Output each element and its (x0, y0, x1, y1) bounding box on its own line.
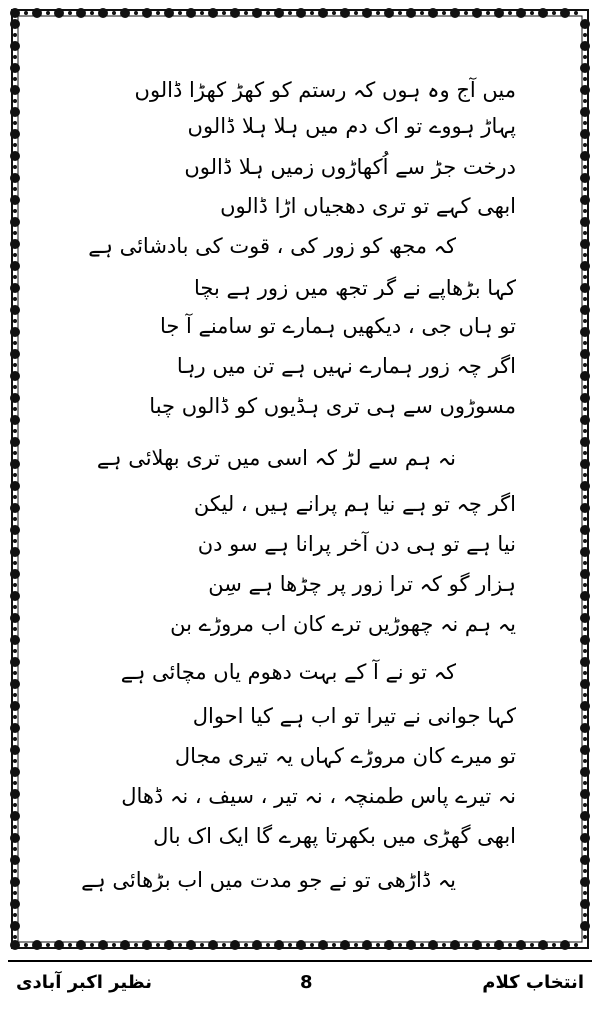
border-bead (230, 8, 240, 18)
border-bead (580, 151, 590, 161)
border-bead (516, 940, 526, 950)
stanza-refrain: کہ مجھ کو زور کی ، قوت کی بادشائی ہے (88, 234, 456, 258)
border-bead (508, 11, 512, 15)
border-bead (580, 481, 590, 491)
border-bead (583, 407, 587, 411)
border-bead (13, 913, 17, 917)
border-bead (13, 671, 17, 675)
border-bead (13, 253, 17, 257)
border-bead (13, 121, 17, 125)
border-bead (580, 261, 590, 271)
border-bead (10, 503, 20, 513)
border-bead (13, 363, 17, 367)
border-bead (178, 943, 182, 947)
border-bead (10, 151, 20, 161)
border-bead (580, 811, 590, 821)
border-bead (580, 745, 590, 755)
border-bead (13, 99, 17, 103)
border-bead (384, 940, 394, 950)
border-bead (583, 539, 587, 543)
border-bead (580, 591, 590, 601)
border-bead (10, 261, 20, 271)
border-bead (76, 940, 86, 950)
border-bead (362, 8, 372, 18)
border-bead (10, 613, 20, 623)
border-bead (244, 943, 248, 947)
border-bead (583, 143, 587, 147)
border-bead (530, 943, 534, 947)
border-bead (90, 11, 94, 15)
border-bead (142, 940, 152, 950)
border-bead (13, 385, 17, 389)
border-bead (10, 305, 20, 315)
verse-line: یہ ہم نہ چھوڑیں ترے کان اب مروڑے بن (170, 612, 516, 636)
border-bead (200, 11, 204, 15)
border-bead (420, 943, 424, 947)
border-bead (222, 11, 226, 15)
border-bead (13, 451, 17, 455)
border-bead (583, 803, 587, 807)
border-bead (580, 899, 590, 909)
border-bead (428, 940, 438, 950)
border-bead (134, 11, 138, 15)
border-bead (580, 63, 590, 73)
border-bead (560, 940, 570, 950)
border-bead (580, 393, 590, 403)
border-bead (13, 275, 17, 279)
border-bead (583, 715, 587, 719)
border-bead (332, 11, 336, 15)
border-bead (13, 737, 17, 741)
border-bead (186, 940, 196, 950)
verse-line: ہزار گو کہ ترا زور پر چڑھا ہے سِن (208, 572, 516, 596)
border-bead (583, 913, 587, 917)
border-bead (494, 940, 504, 950)
border-bead (252, 8, 262, 18)
border-bead (583, 429, 587, 433)
verse-line: تو میرے کان مروڑے کہاں یہ تیری مجال (174, 744, 516, 768)
border-bead (580, 855, 590, 865)
border-bead (296, 940, 306, 950)
border-bead (376, 11, 380, 15)
border-bead (450, 940, 460, 950)
border-bead (583, 165, 587, 169)
border-bead (288, 11, 292, 15)
border-bead (13, 649, 17, 653)
border-bead (244, 11, 248, 15)
book-title: انتخاب کلام (482, 972, 584, 993)
border-bead (10, 437, 20, 447)
border-bead (222, 943, 226, 947)
border-bead (583, 891, 587, 895)
border-bead (54, 940, 64, 950)
border-bead (583, 605, 587, 609)
border-bead (580, 459, 590, 469)
border-bead (574, 11, 578, 15)
border-bead (583, 495, 587, 499)
border-bead (398, 11, 402, 15)
border-bead (580, 833, 590, 843)
border-bead (538, 940, 548, 950)
border-bead (354, 11, 358, 15)
border-bead (583, 759, 587, 763)
border-bead (580, 657, 590, 667)
border-bead (580, 701, 590, 711)
border-bead (13, 319, 17, 323)
border-bead (10, 415, 20, 425)
border-bead (450, 8, 460, 18)
border-bead (583, 693, 587, 697)
border-bead (46, 943, 50, 947)
border-bead (580, 547, 590, 557)
border-bead (13, 517, 17, 521)
border-bead (266, 11, 270, 15)
border-bead (13, 297, 17, 301)
border-bead (10, 940, 20, 950)
border-bead (10, 349, 20, 359)
border-bead (583, 583, 587, 587)
border-bead (580, 613, 590, 623)
border-bead (428, 8, 438, 18)
border-bead (583, 473, 587, 477)
border-bead (580, 437, 590, 447)
border-bead (13, 891, 17, 895)
border-bead (398, 943, 402, 947)
border-bead (68, 11, 72, 15)
border-bead (90, 943, 94, 947)
border-bead (208, 940, 218, 950)
border-bead (274, 8, 284, 18)
border-bead (583, 869, 587, 873)
border-bead (76, 8, 86, 18)
border-bead (46, 11, 50, 15)
border-bead (384, 8, 394, 18)
border-bead (580, 679, 590, 689)
border-bead (580, 415, 590, 425)
border-bead (332, 943, 336, 947)
border-bead (583, 187, 587, 191)
author-name: نظیر اکبر آبادی (16, 972, 152, 993)
border-bead (583, 77, 587, 81)
border-bead (583, 297, 587, 301)
border-bead (362, 940, 372, 950)
border-bead (580, 525, 590, 535)
border-bead (200, 943, 204, 947)
border-bead (583, 209, 587, 213)
stanza-refrain: یہ ڈاڑھی تو نے جو مدت میں اب بڑھائی ہے (81, 868, 456, 892)
border-bead (580, 767, 590, 777)
border-bead (538, 8, 548, 18)
border-bead (583, 825, 587, 829)
verse-line: تو ہاں جی ، دیکھیں ہمارے تو سامنے آ جا (159, 314, 516, 338)
border-bead (580, 129, 590, 139)
border-bead (580, 239, 590, 249)
verse-line: ابھی گھڑی میں بکھرتا پھرے گا ایک اک بال (153, 824, 516, 848)
border-bead (10, 371, 20, 381)
border-bead (13, 869, 17, 873)
border-bead (13, 209, 17, 213)
border-bead (178, 11, 182, 15)
border-bead (580, 41, 590, 51)
verse-line: درخت جڑ سے اُکھاڑوں زمیں ہلا ڈالوں (184, 155, 516, 179)
border-bead (13, 55, 17, 59)
border-bead (552, 943, 556, 947)
border-bead (13, 539, 17, 543)
border-bead (583, 671, 587, 675)
border-bead (142, 8, 152, 18)
border-bead (560, 8, 570, 18)
border-bead (13, 407, 17, 411)
border-bead (10, 547, 20, 557)
border-bead (10, 679, 20, 689)
border-bead (13, 825, 17, 829)
border-bead (354, 943, 358, 947)
border-bead (186, 8, 196, 18)
border-bead (580, 877, 590, 887)
border-bead (583, 341, 587, 345)
border-bead (156, 11, 160, 15)
border-bead (442, 943, 446, 947)
border-bead (13, 715, 17, 719)
border-bead (580, 569, 590, 579)
border-bead (580, 327, 590, 337)
border-bead (10, 657, 20, 667)
border-bead (580, 283, 590, 293)
border-bead (583, 253, 587, 257)
footer-divider (8, 960, 592, 962)
border-bead (274, 940, 284, 950)
border-bead (583, 231, 587, 235)
stanza-refrain: کہ تو نے آ کے بہت دھوم یاں مچائی ہے (120, 660, 456, 684)
border-bead (13, 561, 17, 565)
border-bead (32, 8, 42, 18)
verse-line: ابھی کہے تو تری دھجیاں اڑا ڈالوں (220, 194, 516, 218)
border-bead (13, 847, 17, 851)
border-bead (10, 569, 20, 579)
border-bead (580, 305, 590, 315)
border-bead (10, 591, 20, 601)
border-bead (208, 8, 218, 18)
border-bead (10, 63, 20, 73)
border-bead (296, 8, 306, 18)
border-bead (10, 921, 20, 931)
border-bead (464, 11, 468, 15)
border-bead (580, 195, 590, 205)
border-bead (134, 943, 138, 947)
verse-line: پہاڑ ہووے تو اک دم میں ہلا ہلا ڈالوں (187, 114, 516, 138)
border-bead (266, 943, 270, 947)
border-bead (10, 811, 20, 821)
border-bead (68, 943, 72, 947)
border-bead (13, 781, 17, 785)
border-bead (580, 789, 590, 799)
border-bead (486, 11, 490, 15)
border-bead (406, 940, 416, 950)
border-bead (120, 940, 130, 950)
border-bead (10, 19, 20, 29)
border-bead (580, 19, 590, 29)
border-bead (583, 781, 587, 785)
border-bead (580, 217, 590, 227)
border-bead (13, 231, 17, 235)
border-bead (10, 877, 20, 887)
border-bead (10, 217, 20, 227)
border-bead (24, 11, 28, 15)
border-bead (24, 943, 28, 947)
border-bead (13, 935, 17, 939)
border-bead (10, 41, 20, 51)
verse-line: نیا ہے تو ہی دن آخر پرانا ہے سو دن (197, 532, 516, 556)
border-bead (164, 940, 174, 950)
border-bead (10, 789, 20, 799)
verse-line: اگر چہ تو ہے نیا ہم پرانے ہیں ، لیکن (193, 492, 516, 516)
border-bead (580, 371, 590, 381)
border-bead (583, 935, 587, 939)
border-bead (10, 899, 20, 909)
border-bead (156, 943, 160, 947)
border-bead (10, 745, 20, 755)
border-bead (98, 8, 108, 18)
verse-line: کہا بڑھاپے نے گر تجھ میں زور ہے بچا (194, 276, 516, 300)
border-bead (13, 803, 17, 807)
border-bead (13, 33, 17, 37)
verse-line: نہ تیرے پاس طمنچہ ، نہ تیر ، سیف ، نہ ڈھال (121, 784, 516, 808)
border-bead (583, 649, 587, 653)
border-bead (10, 85, 20, 95)
border-bead (310, 11, 314, 15)
border-bead (10, 129, 20, 139)
border-bead (13, 693, 17, 697)
border-bead (13, 165, 17, 169)
border-bead (13, 143, 17, 147)
border-bead (10, 283, 20, 293)
border-bead (310, 943, 314, 947)
border-bead (10, 195, 20, 205)
border-bead (574, 943, 578, 947)
border-bead (10, 327, 20, 337)
border-bead (13, 187, 17, 191)
border-bead (10, 635, 20, 645)
border-bead (340, 940, 350, 950)
border-bead (583, 385, 587, 389)
border-bead (508, 943, 512, 947)
border-bead (583, 627, 587, 631)
border-bead (13, 627, 17, 631)
border-bead (288, 943, 292, 947)
border-bead (376, 943, 380, 947)
border-bead (54, 8, 64, 18)
border-bead (472, 8, 482, 18)
border-bead (112, 11, 116, 15)
border-bead (583, 517, 587, 521)
border-bead (13, 583, 17, 587)
border-bead (318, 940, 328, 950)
border-bead (580, 349, 590, 359)
border-bead (552, 11, 556, 15)
border-bead (10, 459, 20, 469)
border-bead (98, 940, 108, 950)
border-bead (32, 940, 42, 950)
border-bead (583, 847, 587, 851)
border-bead (13, 759, 17, 763)
border-bead (406, 8, 416, 18)
verse-line: اگر چہ زور ہمارے نہیں ہے تن میں رہا (176, 354, 516, 378)
border-bead (120, 8, 130, 18)
border-bead (580, 85, 590, 95)
border-bead (10, 767, 20, 777)
border-bead (10, 481, 20, 491)
border-bead (112, 943, 116, 947)
border-bead (583, 55, 587, 59)
border-bead (10, 701, 20, 711)
border-bead (164, 8, 174, 18)
border-bead (516, 8, 526, 18)
border-bead (530, 11, 534, 15)
border-bead (472, 940, 482, 950)
border-bead (13, 605, 17, 609)
border-bead (583, 561, 587, 565)
border-bead (583, 363, 587, 367)
border-bead (340, 8, 350, 18)
border-bead (580, 503, 590, 513)
border-bead (583, 451, 587, 455)
border-bead (318, 8, 328, 18)
page-footer (8, 968, 592, 1000)
border-bead (494, 8, 504, 18)
border-bead (442, 11, 446, 15)
border-bead (252, 940, 262, 950)
border-bead (10, 8, 20, 18)
border-bead (583, 33, 587, 37)
verse-line: میں آج وہ ہوں کہ رستم کو کھڑ کھڑا ڈالوں (134, 78, 516, 102)
border-bead (583, 737, 587, 741)
verse-line: مسوڑوں سے ہی تری ہڈیوں کو ڈالوں چبا (149, 394, 516, 418)
border-bead (10, 239, 20, 249)
verse-line: کہا جوانی نے تیرا تو اب ہے کیا احوال (192, 704, 516, 728)
border-bead (583, 275, 587, 279)
border-bead (580, 173, 590, 183)
stanza-refrain: نہ ہم سے لڑ کہ اسی میں تری بھلائی ہے (96, 446, 456, 470)
border-bead (10, 723, 20, 733)
border-bead (580, 635, 590, 645)
border-bead (583, 319, 587, 323)
page-number: 8 (300, 972, 313, 993)
border-bead (583, 121, 587, 125)
border-bead (13, 429, 17, 433)
border-bead (580, 723, 590, 733)
border-bead (13, 77, 17, 81)
border-bead (10, 393, 20, 403)
border-bead (13, 473, 17, 477)
border-bead (10, 833, 20, 843)
border-bead (486, 943, 490, 947)
border-bead (583, 99, 587, 103)
border-bead (420, 11, 424, 15)
border-bead (13, 495, 17, 499)
border-bead (230, 940, 240, 950)
border-bead (10, 107, 20, 117)
border-bead (580, 921, 590, 931)
border-bead (580, 107, 590, 117)
border-bead (10, 525, 20, 535)
border-bead (10, 173, 20, 183)
border-bead (10, 855, 20, 865)
border-bead (13, 341, 17, 345)
border-bead (464, 943, 468, 947)
